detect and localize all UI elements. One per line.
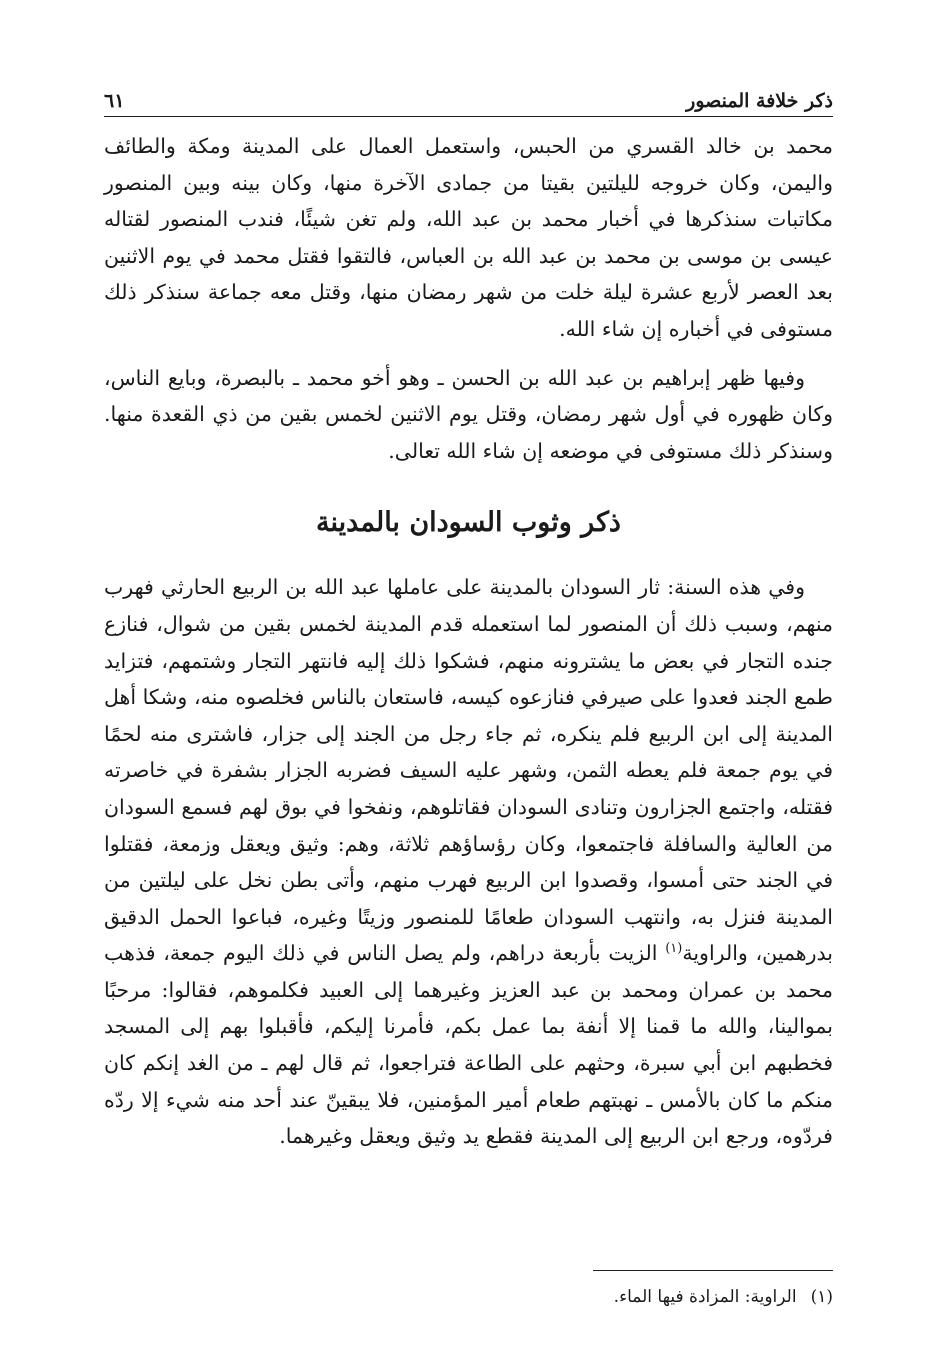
- running-title: ذكر خلافة المنصور: [686, 90, 833, 112]
- footnotes: [104, 1284, 833, 1310]
- footnote-number: (١): [810, 1287, 833, 1307]
- paragraph-3-part-a: وفي هذه السنة: ثار السودان بالمدينة على عاملها عبد الله بن الربيع الحارثي فهرب منهم، وسبب ذلك أن المنصور لما استعمله قدم المدينة لخمس بقين من شوال، فنازع جنده التجار في بعض ما يشترونه منهم، فشكوا ذلك إليه فانتهر التجار وشتمهم، فتزايد طمع الجند فعدوا على صيرفي فنازعوه كيسه، فاستعان بالناس فخلصوه منه، وشكا أهل المدينة إلى ابن الربيع فلم ينكره، ثم جاء رجل من الجند إلى جزار، فاشترى منه لحمًا في يوم جمعة فلم يعطه الثمن، وشهر عليه السيف فضربه الجزار بشفرة في خاصرته فقتله، واجتمع الجزارون وتنادى السودان فقاتلوهم، ونفخوا في بوق لهم فسمع السودان من العالية والسافلة فاجتمعوا، وكان رؤساؤهم ثلاثة، وهم: وثيق ويعقل وزمعة، فقتلوا في الجند حتى أمسوا، وقصدوا ابن الربيع فهرب منهم، وأتى بطن نخل على ليلتين من المدينة فنزل به، وانتهب السودان طعامًا للمنصور وزيتًا وغيره، فباعوا الحمل الدقيق بدرهمين، والراوية: [104, 575, 833, 966]
- section-heading: ذكر وثوب السودان بالمدينة: [316, 507, 621, 539]
- footnote-reference: (١): [665, 941, 683, 957]
- footnote-text: الراوية: المزادة فيها الماء.: [613, 1287, 797, 1307]
- footnote-1: [104, 1284, 833, 1310]
- paragraph-1: محمد بن خالد القسري من الحبس، واستعمل العمال على المدينة ومكة والطائف واليمن، وكان خروجه لليلتين بقيتا من جمادى الآخرة منها، وكان بينه وبين المنصور مكاتبات سنذكرها في أخبار محمد بن عبد الله، ولم تغن شيئًا، فندب المنصور لقتاله عيسى بن موسى بن محمد بن عبد الله بن العباس، فالتقوا فقتل محمد في يوم الاثنين بعد العصر لأربع عشرة ليلة خلت من شهر رمضان منها، وقتل معه جماعة سنذكر ذلك مستوفى في أخباره إن شاء الله.: [104, 134, 833, 341]
- paragraph-3-part-b: الزيت بأربعة دراهم، ولم يصل الناس في ذلك اليوم جمعة، فذهب محمد بن عمران ومحمد بن عبد العزيز وغيرهما إلى العبيد فكلموهم، فقالوا: مرحبًا بموالينا، والله ما قمنا إلا أنفة بما عمل بكم، فأمرنا إليكم، فأقبلوا بهم إلى المسجد فخطبهم ابن أبي سبرة، وحثهم على الطاعة فتراجعوا، ثم قال لهم ـ من الغد إنكم كان منكم ما كان بالأمس ـ نهبتهم طعام أمير المؤمنين، فلا يبقينّ عند أحد منه شيء إلا ردّه فردّوه، ورجع ابن الربيع إلى المدينة فقطع يد وثيق ويعقل وغيرهما.: [104, 941, 833, 1149]
- footnote-separator: [593, 1270, 833, 1271]
- paragraph-2: وفيها ظهر إبراهيم بن عبد الله بن الحسن ـ وهو أخو محمد ـ بالبصرة، وبايع الناس، وكان ظهوره في أول شهر رمضان، وقتل يوم الاثنين لخمس بقين من ذي القعدة منها. وسنذكر ذلك مستوفى في موضعه إن شاء الله تعالى.: [104, 365, 833, 463]
- main-text: [104, 128, 833, 1155]
- page-number: ٦١: [104, 90, 125, 112]
- page-header: [104, 82, 833, 117]
- paragraph-3: [104, 569, 833, 1155]
